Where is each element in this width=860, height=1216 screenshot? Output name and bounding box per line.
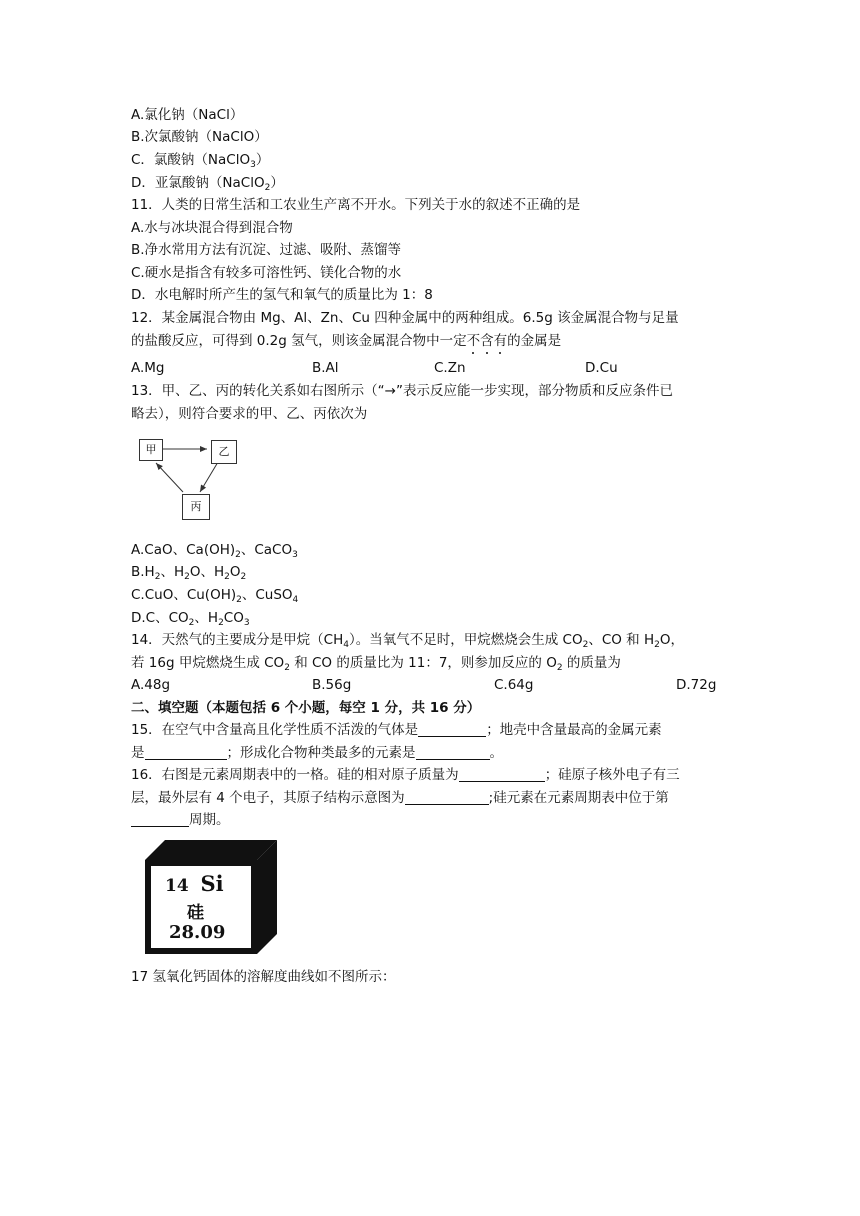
q13-stem-line1: 13．甲、乙、丙的转化关系如右图所示（“→”表示反应能一步实现，部分物质和反应条件已 xyxy=(131,383,673,399)
q10-option-c xyxy=(131,151,269,169)
text: 的盐酸反应，可得到 0.2g 氢气，则该金属混合物中一定 xyxy=(131,333,467,349)
q11-stem: 11．人类的日常生活和工农业生产离不开水。下列关于水的叙述不正确的是 xyxy=(131,197,581,213)
text: 是 xyxy=(131,745,145,761)
subscript: 2 xyxy=(582,640,589,650)
atomic-number-and-symbol xyxy=(165,871,224,896)
q11-option-a: A.水与冰块混合得到混合物 xyxy=(131,220,293,236)
text: ;硅元素在元素周期表中位于第 xyxy=(488,790,669,806)
subscript: 2 xyxy=(224,572,230,582)
q12-option-c: C.Zn xyxy=(434,360,466,376)
node-a: 甲 xyxy=(139,439,163,461)
q13-diagram xyxy=(130,430,250,530)
text: O、H xyxy=(189,564,225,580)
q11-option-b: B.净水常用方法有沉淀、过滤、吸附、蒸馏等 xyxy=(131,242,402,258)
subscript: 2 xyxy=(154,572,161,582)
q16-line1 xyxy=(131,766,680,784)
text: 、H xyxy=(194,610,219,626)
text: 的质量为 xyxy=(562,655,621,671)
answer-blank[interactable] xyxy=(416,745,490,760)
subscript: 4 xyxy=(343,640,349,650)
q15-line1 xyxy=(131,721,662,739)
subscript: 2 xyxy=(556,663,563,673)
answer-blank[interactable] xyxy=(131,812,189,827)
q13-stem-line2: 略去），则符合要求的甲、乙、丙依次为 xyxy=(131,406,368,422)
subscript: 2 xyxy=(284,663,290,673)
text: 、CO 和 H xyxy=(588,632,655,648)
text: ） xyxy=(270,175,284,191)
section-heading: 二、填空题（本题包括 6 个小题，每空 1 分，共 16 分） xyxy=(131,700,481,716)
text: 层，最外层有 4 个电子，其原子结构示意图为 xyxy=(131,790,405,806)
q14-stem-line1 xyxy=(131,631,684,649)
text: 周期。 xyxy=(189,812,230,828)
q12-option-b: B.Al xyxy=(312,360,339,376)
q10-option-a: A.氯化钠（NaCl） xyxy=(131,107,244,123)
q13-option-a xyxy=(131,541,298,559)
atomic-mass: 28.09 xyxy=(169,922,226,943)
text: 15．在空气中含量高且化学性质不活泼的气体是 xyxy=(131,722,419,738)
subscript: 2 xyxy=(218,618,224,628)
text: 、H xyxy=(160,564,185,580)
text: D．亚氯酸钠（NaClO xyxy=(131,175,265,191)
atomic-number: 14 xyxy=(165,876,189,896)
q10-option-d xyxy=(131,174,284,192)
q12-option-d: D.Cu xyxy=(585,360,618,376)
q13-option-c xyxy=(131,586,298,604)
subscript: 2 xyxy=(654,640,660,650)
text: 14．天然气的主要成分是甲烷（CH xyxy=(131,632,344,648)
element-symbol: Si xyxy=(200,871,224,896)
text: ；硅原子核外电子有三 xyxy=(544,767,680,783)
q14-option-d: D.72g xyxy=(676,677,717,693)
text: ；地壳中含量最高的金属元素 xyxy=(486,722,662,738)
q11-option-c: C.硬水是指含有较多可溶性钙、镁化合物的水 xyxy=(131,265,402,281)
subscript: 2 xyxy=(236,595,242,605)
text: 和 CO 的质量比为 11：7，则参加反应的 O xyxy=(289,655,557,671)
arrow-b-to-c xyxy=(200,462,218,492)
text: ）。当氧气不足时，甲烷燃烧会生成 CO xyxy=(349,632,583,648)
text: 16．右图是元素周期表中的一格。硅的相对原子质量为 xyxy=(131,767,459,783)
text: O xyxy=(229,564,241,580)
silicon-element-tile xyxy=(143,838,281,956)
answer-blank[interactable] xyxy=(418,722,486,737)
emphasis-char: 有 xyxy=(493,333,508,349)
node-c: 丙 xyxy=(182,494,210,520)
q14-option-b: B.56g xyxy=(312,677,352,693)
q12-stem-line1: 12．某金属混合物由 Mg、Al、Zn、Cu 四种金属中的两种组成。6.5g 该金属混合物与足量 xyxy=(131,310,679,326)
emphasis-char: 含 xyxy=(480,333,494,349)
text: 、CuSO xyxy=(241,587,293,603)
text: O， xyxy=(659,632,684,648)
q13-option-d xyxy=(131,609,250,627)
q15-line2 xyxy=(131,744,503,762)
text: C.CuO、Cu(OH) xyxy=(131,587,237,603)
arrow-c-to-a xyxy=(156,463,183,492)
text: 若 16g 甲烷燃烧生成 CO xyxy=(131,655,285,671)
text: D.C、CO xyxy=(131,610,189,626)
text: 、CaCO xyxy=(240,542,293,558)
q16-line2 xyxy=(131,789,669,807)
q14-option-a: A.48g xyxy=(131,677,171,693)
subscript: 3 xyxy=(243,618,250,628)
answer-blank[interactable] xyxy=(459,767,545,782)
node-b: 乙 xyxy=(211,440,237,464)
emphasis-char: 不 xyxy=(466,333,481,349)
subscript: 3 xyxy=(250,160,256,170)
subscript: 2 xyxy=(188,618,195,628)
q10-option-b: B.次氯酸钠（NaClO） xyxy=(131,129,268,145)
q12-stem-line2 xyxy=(131,332,561,350)
text: B.H xyxy=(131,564,155,580)
q16-line3 xyxy=(131,811,230,829)
text: ） xyxy=(255,152,270,168)
subscript: 4 xyxy=(292,595,299,605)
subscript: 2 xyxy=(240,572,247,582)
q14-stem-line2 xyxy=(131,654,621,672)
q14-option-c: C.64g xyxy=(494,677,534,693)
subscript: 2 xyxy=(235,550,241,560)
answer-blank[interactable] xyxy=(145,745,227,760)
text: ；形成化合物种类最多的元素是 xyxy=(226,745,416,761)
text: 。 xyxy=(489,745,503,761)
text: 的金属是 xyxy=(507,333,562,349)
answer-blank[interactable] xyxy=(405,790,489,805)
subscript: 2 xyxy=(184,572,190,582)
q11-option-d: D．水电解时所产生的氢气和氧气的质量比为 1：8 xyxy=(131,287,433,303)
text: A.CaO、Ca(OH) xyxy=(131,542,236,558)
q17-stem: 17 氢氧化钙固体的溶解度曲线如不图所示： xyxy=(131,969,396,985)
q12-option-a: A.Mg xyxy=(131,360,165,376)
element-name: 硅 xyxy=(187,903,204,923)
subscript: 2 xyxy=(264,183,271,193)
text: CO xyxy=(223,610,244,626)
subscript: 3 xyxy=(292,550,298,560)
text: C．氯酸钠（NaClO xyxy=(131,152,251,168)
q13-option-b xyxy=(131,563,246,581)
